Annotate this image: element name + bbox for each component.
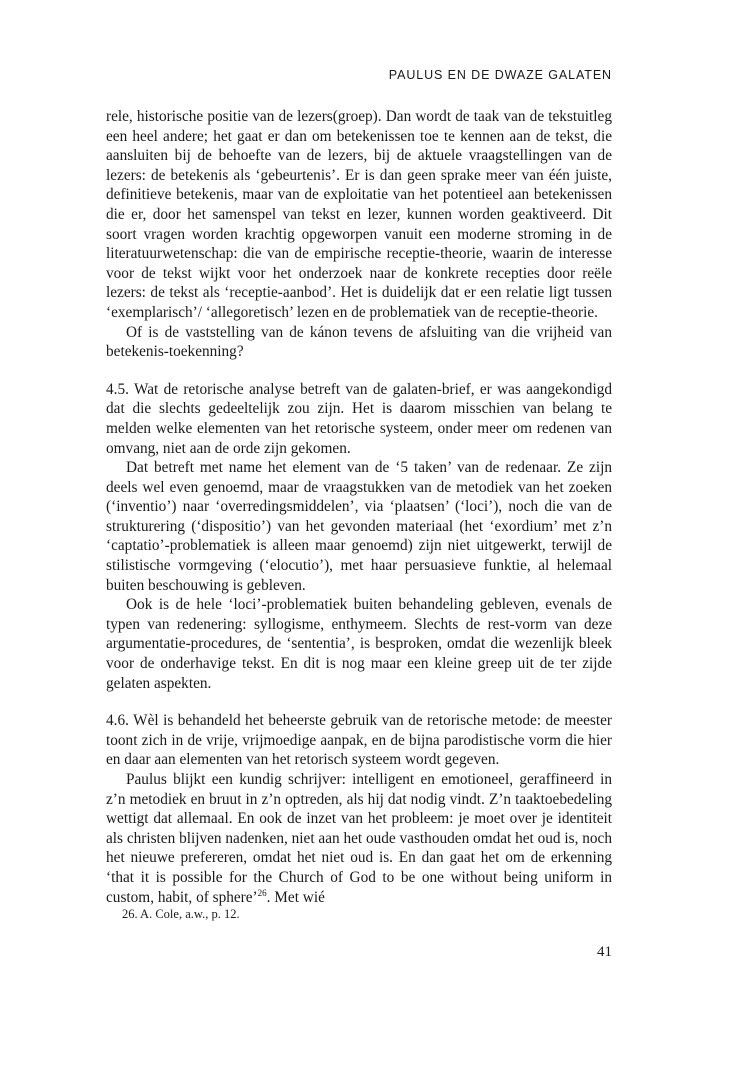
paragraph: Of is de vaststelling van de kánon tevens de afsluiting van die vrijheid van betekenis-toekenning? (106, 323, 612, 361)
paragraph-with-footnote (106, 770, 612, 907)
section-paragraph-4-6: 4.6. Wèl is behandeld het beheerste gebruik van de retorische metode: de meester toont zich in de vrije, vrijmoedige aanpak, en de bijna parodistische vorm die hier en daar aan elementen van het retorisch systeem wordt gegeven. (106, 712, 612, 769)
paragraph-text: Paulus blijkt een kundig schrijver: intelligent en emotioneel, geraffineerd in z’n metodiek en bruut in z’n optreden, als hij dat nodig vindt. Z’n taaktoebedeling wettigt dat allemaal. En ook de inzet van het probleem: je moet over je identiteit als christen blijven nadenken, niet aan het oude vasthouden omdat het oud is, noch het nieuwe prefereren, omdat het niet oud is. En dan gaat het om de erkenning ‘that it is possible for the Church of God to be one without being uniform in custom, habit, of sphere’ (106, 771, 612, 906)
paragraph: Ook is de hele ‘loci’-problematiek buiten behandeling gebleven, evenals de typen van redenering: syllogisme, enthymeem. Slechts de rest-vorm van deze argumentatie-procedures, de ‘sententia’, is besproken, omdat die wezenlijk bleek voor de onderhavige tekst. En dit is nog maar een kleine greep uit de ter zijde gelaten aspekten. (106, 596, 612, 692)
page-number: 41 (597, 944, 612, 960)
section-paragraph-4-5: 4.5. Wat de retorische analyse betreft van de galaten-brief, er was aangekondigd dat die slechts gedeeltelijk zou zijn. Het is daarom misschien van belang te melden welke elementen van het retorische systeem, onder meer om redenen van omvang, niet aan de orde zijn gekomen. (106, 380, 612, 457)
paragraph: rele, historische positie van de lezers(groep). Dan wordt de taak van de tekstuitleg een heel andere; het gaat er dan om betekenissen toe te kennen aan de tekst, die aansluiten bij de behoefte van de lezers, bij de aktuele vraagstellingen van de lezers: de betekenis als ‘gebeurtenis’. Er is dan geen sprake meer van één juiste, definitieve betekenis, maar van de exploitatie van het potentieel aan betekenissen die er, door het samenspel van tekst en lezer, kunnen worden geaktiveerd. Dit soort vragen worden krachtig opgeworpen vanuit een moderne stroming in de literatuurwetenschap: die van de empirische receptie-theorie, waarin de interesse voor de tekst wijkt voor het onderzoek naar de konkrete recepties door reële lezers: de tekst als ‘receptie-aanbod’. Het is duidelijk dat er een relatie ligt tussen ‘exemplarisch’/ ‘allegoretisch’ lezen en de problematiek van de receptie-theorie. (106, 108, 612, 321)
footnote: 26. A. Cole, a.w., p. 12. (122, 907, 240, 921)
paragraph-tail: . Met wié (266, 888, 325, 906)
footnote-reference: 26 (257, 887, 267, 898)
body-text (106, 107, 612, 907)
paragraph: Dat betreft met name het element van de ‘5 taken’ van de redenaar. Ze zijn deels wel even genoemd, maar de vraagstukken van de metodiek van het zoeken (‘inventio’) naar ‘overredingsmiddelen’, via ‘plaatsen’ (‘loci’), noch die van de strukturering (‘dispositio’) van het gevonden materiaal (het ‘exordium’ met z’n ‘captatio’-problematiek is alleen maar genoemd) zijn niet uitgewerkt, terwijl de stilistische vormgeving (‘elocutio’), met haar persuasieve funktie, al helemaal buiten beschouwing is gebleven. (106, 459, 612, 594)
running-head: PAULUS EN DE DWAZE GALATEN (388, 68, 612, 82)
